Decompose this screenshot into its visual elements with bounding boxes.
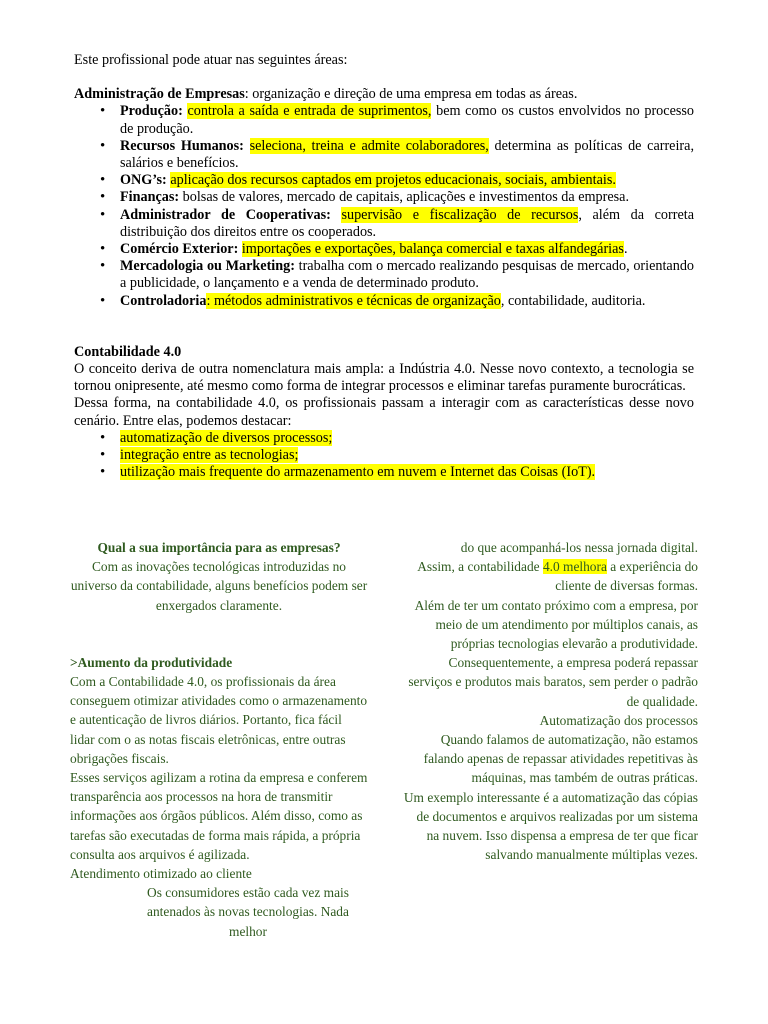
areas-list (74, 103, 694, 309)
contabilidade-item (74, 447, 694, 464)
area-highlight: seleciona, treina e admite colaboradores, (249, 137, 489, 154)
alem-paragraph: Além de ter um contato próximo com a empresa, por meio de um atendimento por múltiplos canais, as próprias tecnologias elevarão a produtividade. Consequentemente, a empresa poderá repassar serviços e produtos mais baratos, sem perder o padrão de qualidade. (408, 597, 698, 709)
area-item (74, 138, 694, 172)
top-section (74, 52, 694, 481)
area-text: determina as políticas de carreira, salários e benefícios. (120, 137, 694, 172)
area-item (74, 189, 694, 206)
highlight-4-0: 4.0 melhora (542, 559, 607, 575)
area-highlight: importações e exportações, balança comercial e taxas alfandegárias (241, 241, 624, 258)
contabilidade-item-text: utilização mais frequente do armazenamento em nuvem e Internet das Coisas (IoT). (120, 464, 596, 481)
productivity-heading: >Aumento da produtividade (70, 654, 233, 670)
area-label: Comércio Exterior: (120, 241, 239, 258)
productivity-paragraph-2: Esses serviços agilizam a rotina da empresa e conferem transparência aos processos na hora de transmitir informações aos órgãos públicos. Além disso, como as tarefas são executadas de forma mais rápida, a própria consulta aos arquivos é agilizada. (70, 770, 368, 862)
area-label: Produção: (120, 103, 183, 120)
area-text: , contabilidade, auditoria. (500, 292, 646, 309)
question-heading: Qual a sua importância para as empresas? (97, 540, 341, 555)
intro-text: Este profissional pode atuar nas seguintes áreas: (74, 52, 348, 68)
area-item (74, 293, 694, 310)
area-item (74, 258, 694, 292)
benefits-intro: Com as inovações tecnológicas introduzidas no universo da contabilidade, alguns benefícios podem ser enxergados claramente. (70, 559, 368, 613)
area-label: Finanças: (120, 189, 180, 206)
contabilidade-item-text: automatização de diversos processos; (120, 429, 333, 446)
area-text: trabalha com o mercado realizando pesquisas de mercado, orientando a publicidade, o lançamento e a venda de determinado produto. (120, 258, 695, 292)
area-label: Recursos Humanos: (120, 137, 244, 154)
area-text: bolsas de valores, mercado de capitais, aplicações e investimentos da empresa. (182, 189, 630, 206)
admin-text: : organização e direção de uma empresa em todas as áreas. (244, 86, 578, 103)
contabilidade-items (74, 430, 694, 482)
area-item (74, 207, 694, 241)
contabilidade-item-text: integração entre as tecnologias; (120, 447, 299, 464)
example-paragraph: Um exemplo interessante é a automatização das cópias de documentos e arquivos realizadas por um sistema na nuvem. Isso dispensa a empresa de ter que ficar salvando manualmente múltiplas vezes. (403, 789, 698, 863)
area-highlight: aplicação dos recursos captados em projetos educacionais, sociais, ambientais. (170, 172, 616, 189)
area-label: ONG’s: (120, 172, 167, 189)
contabilidade-heading: Contabilidade 4.0 (74, 343, 182, 360)
area-highlight: : métodos administrativos e técnicas de organização (206, 292, 501, 309)
area-text: bem como os custos envolvidos no processo de produção. (120, 103, 695, 137)
assim-paragraph: Assim, a contabilidade 4.0 melhora a experiência do cliente de diversas formas. (417, 559, 698, 594)
continued-text: do que acompanhá-los nessa jornada digital. (460, 540, 698, 555)
admin-label: Administração de Empresas (74, 86, 245, 103)
area-item (74, 172, 694, 189)
area-separator (244, 138, 250, 154)
area-label: Controladoria (120, 292, 207, 309)
right-column (402, 538, 698, 864)
area-label: Administrador de Cooperativas: (120, 206, 331, 223)
area-separator (331, 207, 342, 223)
contabilidade-paragraph-2: Dessa forma, na contabilidade 4.0, os profissionais passam a interagir com as características desse novo cenário. Entre elas, podemos destacar: (74, 395, 694, 429)
area-text: , além da correta distribuição dos direitos entre os cooperados. (120, 206, 695, 240)
contabilidade-item (74, 464, 694, 481)
automation-heading: Automatização dos processos (539, 712, 698, 728)
admin-line (74, 86, 694, 103)
area-highlight: supervisão e fiscalização de recursos (341, 206, 579, 223)
contabilidade-paragraph-1: O conceito deriva de outra nomenclatura mais ampla: a Indústria 4.0. Nesse novo contexto, a tecnologia se tornou onipresente, até mesmo como forma de integrar processos e eliminar tarefas puramente burocráticas. (74, 361, 694, 395)
automation-paragraph: Quando falamos de automatização, não estamos falando apenas de repassar atividades repetitivas às máquinas, mas também de outras práticas. (423, 732, 698, 786)
area-item (74, 103, 694, 137)
productivity-paragraph-1: Com a Contabilidade 4.0, os profissionais da área conseguem otimizar atividades como o armazenamento e autenticação de livros diários. Portanto, fica fácil lidar com o as notas fiscais eletrônicas, entre outras obrigações fiscais. (70, 674, 368, 766)
service-paragraph: Os consumidores estão cada vez mais antenados às novas tecnologias. Nada melhor (147, 885, 349, 939)
area-highlight: controla a saída e entrada de suprimentos, (187, 103, 432, 120)
service-heading: Atendimento otimizado ao cliente (70, 866, 252, 882)
area-text: . (623, 241, 628, 258)
contabilidade-item (74, 430, 694, 447)
left-column (70, 538, 368, 941)
area-label: Mercadologia ou Marketing: (120, 258, 295, 275)
area-item (74, 241, 694, 258)
